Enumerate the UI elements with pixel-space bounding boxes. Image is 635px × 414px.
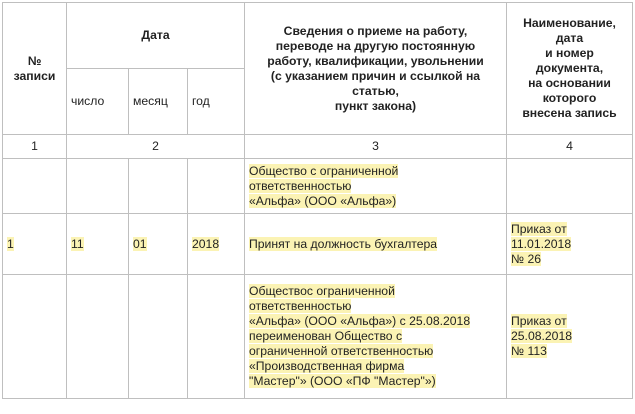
header-month: месяц — [129, 69, 188, 135]
year-cell — [188, 275, 245, 399]
header-info: Сведения о приеме на работу, переводе на другую постоянную работу, квалификации, увольнении (с указанием причин и ссылкой на статью, пункт закона) — [245, 3, 507, 135]
record-no-cell: 1 — [3, 214, 67, 275]
year-cell — [188, 159, 245, 214]
day-cell — [67, 275, 129, 399]
work-record-table — [2, 2, 633, 399]
header-year: год — [188, 69, 245, 135]
month-cell: 01 — [129, 214, 188, 275]
column-number: 4 — [507, 135, 633, 159]
header-document: Наименование, дата и номер документа, на основании которого внесена запись — [507, 3, 633, 135]
info-cell: Обществос ограниченной ответственностью «Альфа» (ООО «Альфа») с 25.08.2018 переименован Общество с ограниченной ответственностью «Производственная фирма "Мастер"» (ООО «ПФ "Мастер"») — [245, 275, 507, 399]
month-cell — [129, 159, 188, 214]
document-cell — [507, 159, 633, 214]
column-number: 3 — [245, 135, 507, 159]
info-cell: Принят на должность бухгалтера — [245, 214, 507, 275]
header-record-no: № записи — [3, 3, 67, 135]
table-row — [3, 214, 633, 275]
record-no-cell — [3, 159, 67, 214]
column-number: 2 — [67, 135, 245, 159]
column-number-row — [3, 135, 633, 159]
document-cell: Приказ от 11.01.2018 № 26 — [507, 214, 633, 275]
day-cell — [67, 159, 129, 214]
document-cell: Приказ от 25.08.2018 № 113 — [507, 275, 633, 399]
table-row — [3, 159, 633, 214]
day-cell: 11 — [67, 214, 129, 275]
header-day: число — [67, 69, 129, 135]
year-cell: 2018 — [188, 214, 245, 275]
header-date: Дата — [67, 3, 245, 69]
table-row — [3, 275, 633, 399]
month-cell — [129, 275, 188, 399]
record-no-cell — [3, 275, 67, 399]
info-cell: Общество с ограниченной ответственностью «Альфа» (ООО «Альфа») — [245, 159, 507, 214]
column-number: 1 — [3, 135, 67, 159]
